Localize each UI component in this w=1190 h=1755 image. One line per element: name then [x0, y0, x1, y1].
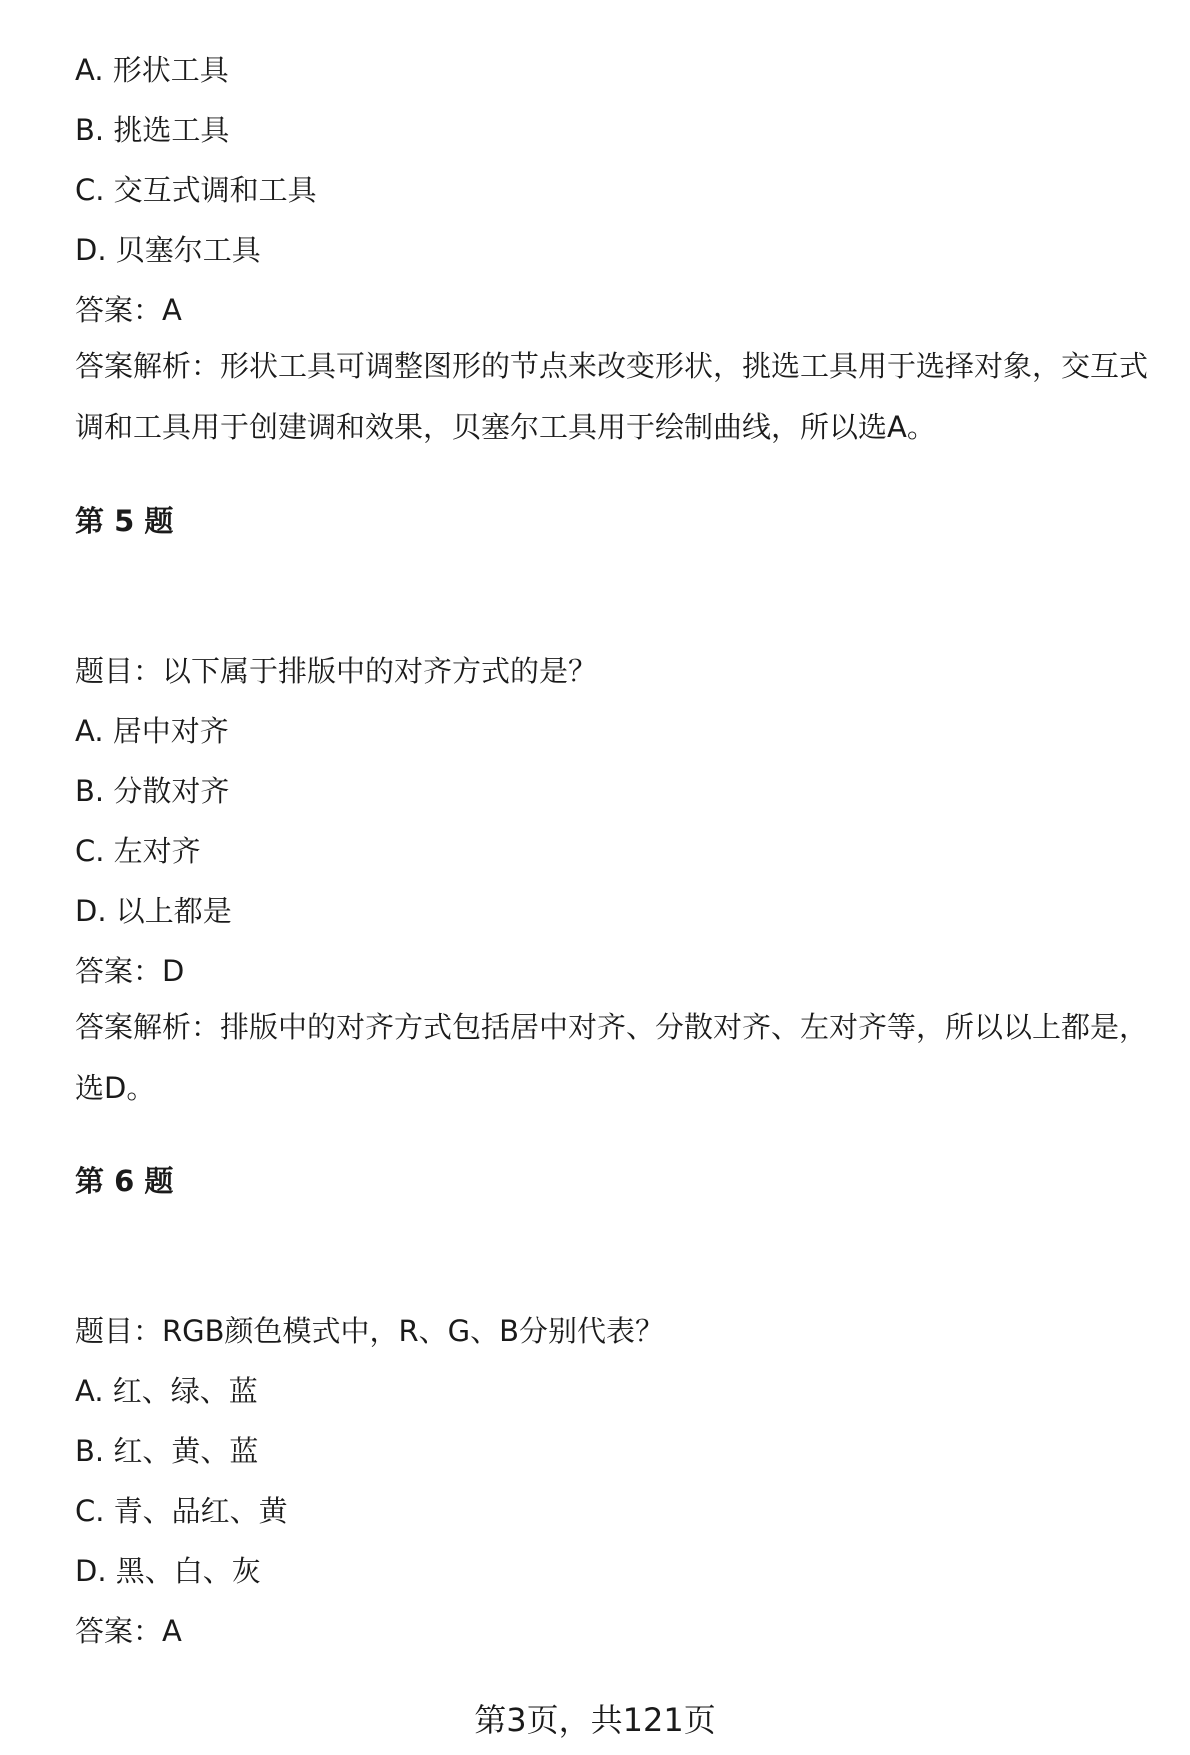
q5-option-b: B. 分散对齐 — [75, 774, 230, 808]
q5-question: 题目：以下属于排版中的对齐方式的是？ — [75, 654, 598, 688]
q6-option-b: B. 红、黄、蓝 — [75, 1434, 259, 1468]
page-number: 第3页，共121页 — [474, 1701, 716, 1739]
q5-option-c: C. 左对齐 — [75, 834, 201, 868]
q4-option-b: B. 挑选工具 — [75, 113, 230, 147]
q4-option-d: D. 贝塞尔工具 — [75, 233, 261, 267]
q4-option-c: C. 交互式调和工具 — [75, 173, 317, 207]
q5-heading: 第 5 题 — [75, 504, 174, 538]
q6-question: 题目：RGB颜色模式中，R、G、B分别代表？ — [75, 1314, 665, 1348]
q4-explanation: 答案解析：形状工具可调整图形的节点来改变形状，挑选工具用于选择对象，交互式调和工具用于创建调和效果，贝塞尔工具用于绘制曲线，所以选A。 — [75, 349, 1149, 444]
q6-heading: 第 6 题 — [75, 1164, 174, 1198]
q6-option-c: C. 青、品红、黄 — [75, 1494, 288, 1528]
q5-explanation: 答案解析：排版中的对齐方式包括居中对齐、分散对齐、左对齐等，所以以上都是，选D。 — [75, 1010, 1149, 1105]
q6-option-d: D. 黑、白、灰 — [75, 1554, 261, 1588]
q4-option-a: A. 形状工具 — [75, 53, 229, 87]
q5-answer: 答案：D — [75, 954, 185, 988]
q6-option-a: A. 红、绿、蓝 — [75, 1374, 258, 1408]
q5-option-d: D. 以上都是 — [75, 894, 232, 928]
q6-answer: 答案：A — [75, 1614, 182, 1648]
q4-answer: 答案：A — [75, 293, 182, 327]
q5-option-a: A. 居中对齐 — [75, 714, 229, 748]
